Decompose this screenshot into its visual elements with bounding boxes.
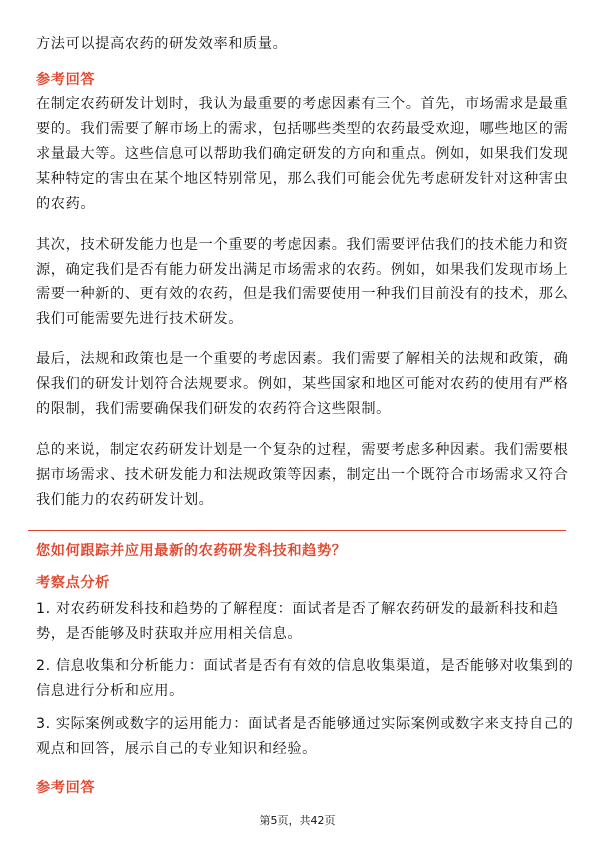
analysis-line: 2. 信息收集和分析能力：面试者是否有有效的信息收集渠道，是否能够对收集到的 [36,658,574,674]
analysis-line: 信息进行分析和应用。 [36,683,184,699]
answer-heading: 参考回答 [36,72,96,88]
answer-line: 其次，技术研发能力也是一个重要的考虑因素。我们需要评估我们的技术能力和资 [36,237,569,253]
answer-line: 源，确定我们是否有能力研发出满足市场需求的农药。例如，如果我们发现市场上 [36,262,569,278]
answer-line: 我们能力的农药研发计划。 [36,492,214,508]
answer-line: 保我们的研发计划符合法规要求。例如，某些国家和地区可能对农药的使用有严格 [36,376,569,392]
analysis-heading: 考察点分析 [36,575,110,591]
answer-heading-2: 参考回答 [36,780,96,796]
page-number: 第5页，共42页 [259,814,336,827]
section-divider [28,530,566,531]
answer-line: 的农药。 [36,196,96,212]
answer-line: 某种特定的害虫在某个地区特别常见，那么我们可能会优先考虑研发针对这种害虫 [36,171,569,187]
intro-tail-line: 方法可以提高农药的研发效率和质量。 [36,36,288,52]
answer-line: 求量最大等。这些信息可以帮助我们确定研发的方向和重点。例如，如果我们发现 [36,146,569,162]
answer-line: 据市场需求、技术研发能力和法规政策等因素，制定出一个既符合市场需求又符合 [36,467,569,483]
answer-line: 要的。我们需要了解市场上的需求，包括哪些类型的农药最受欢迎，哪些地区的需 [36,121,569,137]
answer-line: 在制定农药研发计划时，我认为最重要的考虑因素有三个。首先，市场需求是最重 [36,96,569,112]
answer-line: 我们可能需要先进行技术研发。 [36,311,244,327]
answer-line: 最后，法规和政策也是一个重要的考虑因素。我们需要了解相关的法规和政策，确 [36,351,569,367]
answer-line: 的限制，我们需要确保我们研发的农药符合这些限制。 [36,401,391,417]
analysis-line: 势，是否能够及时获取并应用相关信息。 [36,626,303,642]
analysis-line: 1. 对农药研发科技和趋势的了解程度：面试者是否了解农药研发的最新科技和趋 [36,601,559,617]
answer-line: 总的来说，制定农药研发计划是一个复杂的过程，需要考虑多种因素。我们需要根 [36,442,569,458]
analysis-line: 3. 实际案例或数字的运用能力：面试者是否能够通过实际案例或数字来支持自己的 [36,716,574,732]
question-title: 您如何跟踪并应用最新的农药研发科技和趋势？ [36,543,347,559]
answer-line: 需要一种新的、更有效的农药，但是我们需要使用一种我们目前没有的技术，那么 [36,286,569,302]
analysis-line: 观点和回答，展示自己的专业知识和经验。 [36,741,317,757]
